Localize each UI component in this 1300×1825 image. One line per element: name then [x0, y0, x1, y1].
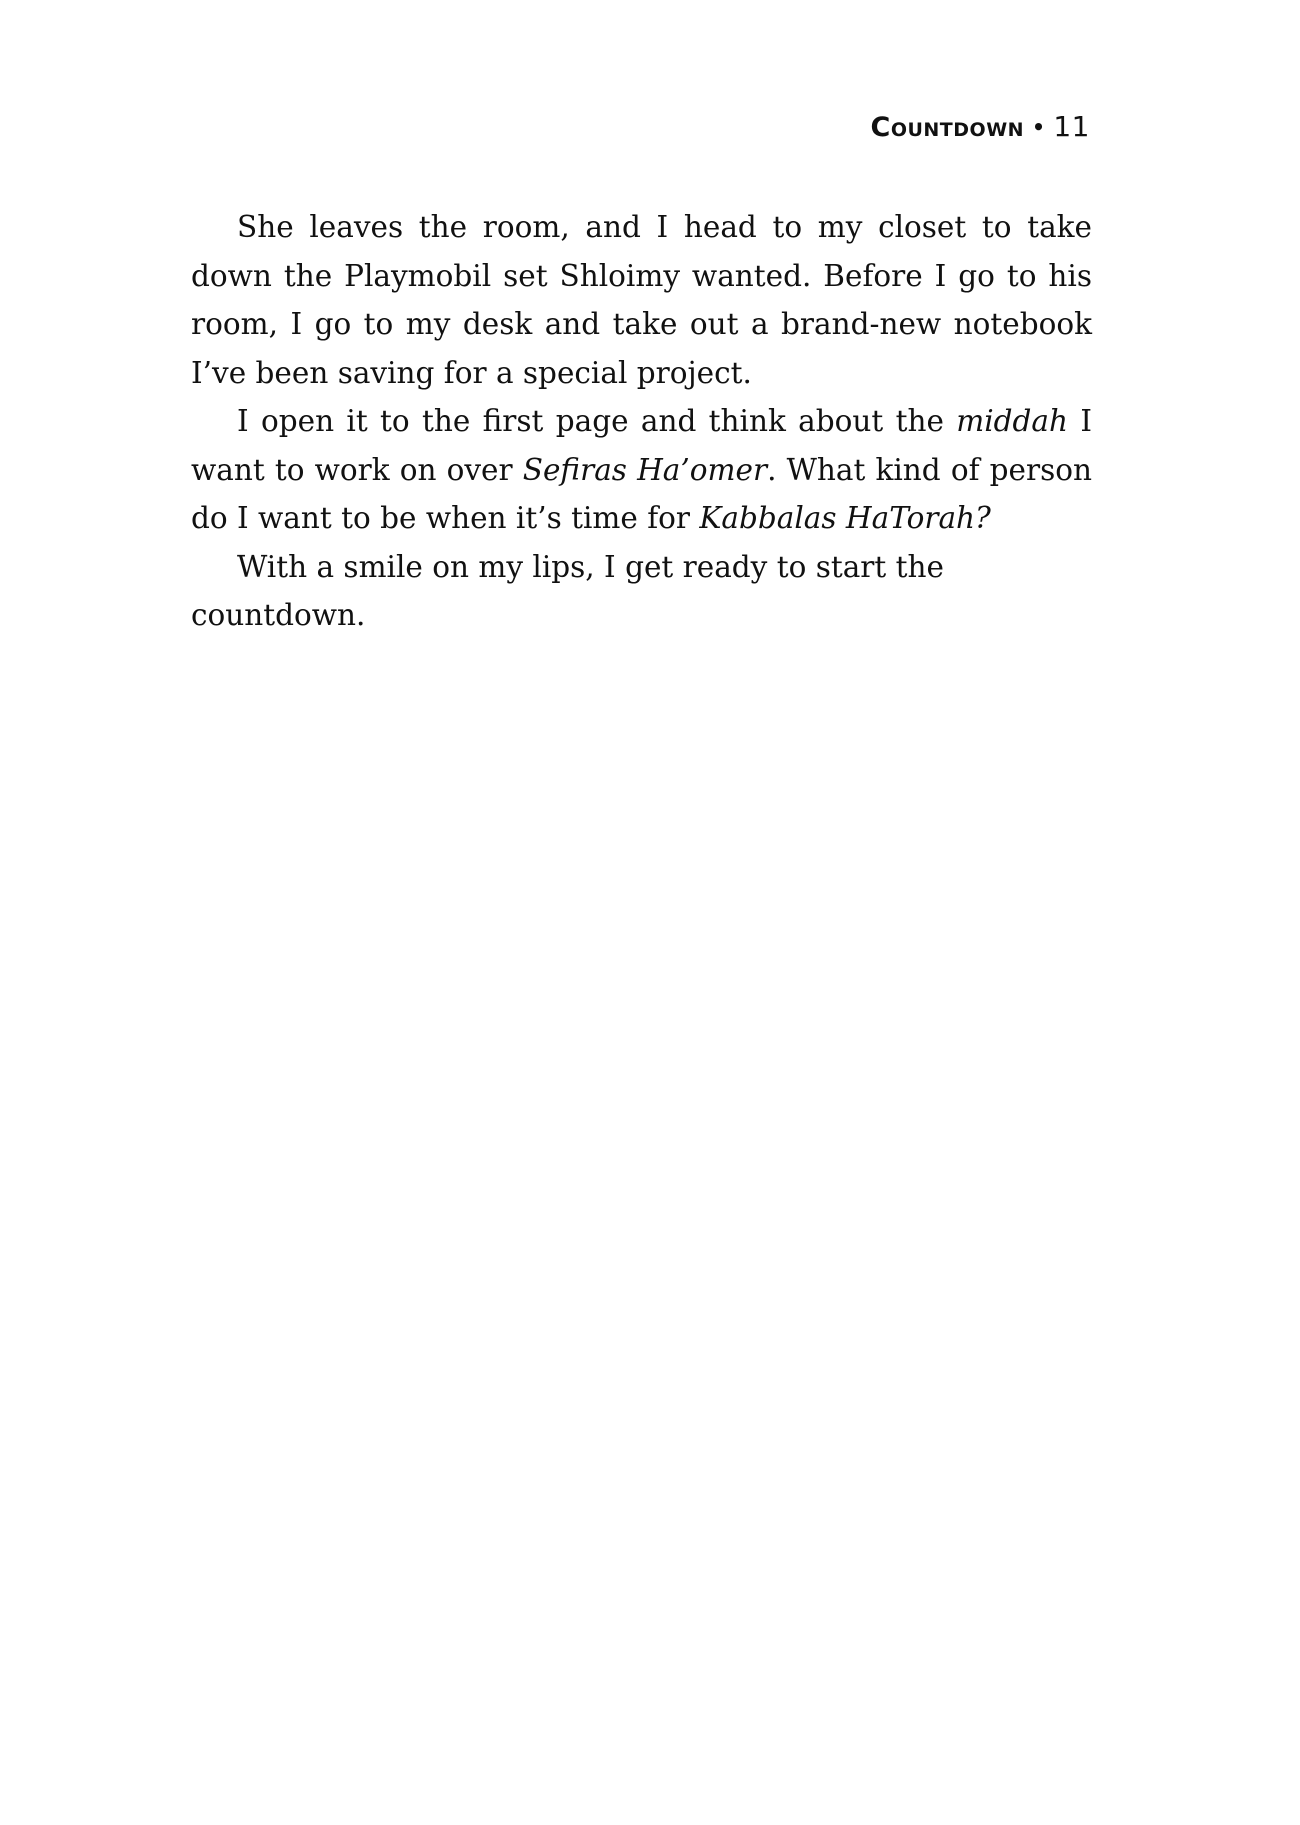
- running-head-separator: •: [1032, 115, 1046, 139]
- paragraph-text: She leaves the room, and I head to my closet to take down the Playmobil set Shloimy wanted. Before I go to his room, I go to my desk and take out a brand-new notebook I’ve been saving for a special project.: [191, 210, 1092, 390]
- italic-term-sefiras-haomer: Sefiras Ha’omer: [522, 452, 768, 487]
- paragraph-text: . What kind of person do I want to be when it’s time for: [191, 452, 1092, 535]
- paragraph: [191, 203, 1092, 397]
- paragraph-text: With a smile on my lips, I get ready to start the countdown.: [191, 549, 944, 632]
- italic-term-middah: middah: [956, 404, 1069, 438]
- italic-term-kabbalas-hatorah: Kabbalas HaTorah?: [699, 501, 991, 535]
- paragraph-text: I open it to the first page and think about the: [237, 404, 957, 438]
- body-text: [191, 203, 1092, 640]
- paragraph: [191, 543, 1092, 640]
- paragraph: [191, 397, 1092, 543]
- running-head-title: Countdown: [870, 112, 1025, 143]
- page-number: 11: [1053, 110, 1090, 143]
- running-head: [871, 110, 1090, 143]
- paragraph-text: I want to work on over: [191, 404, 1093, 487]
